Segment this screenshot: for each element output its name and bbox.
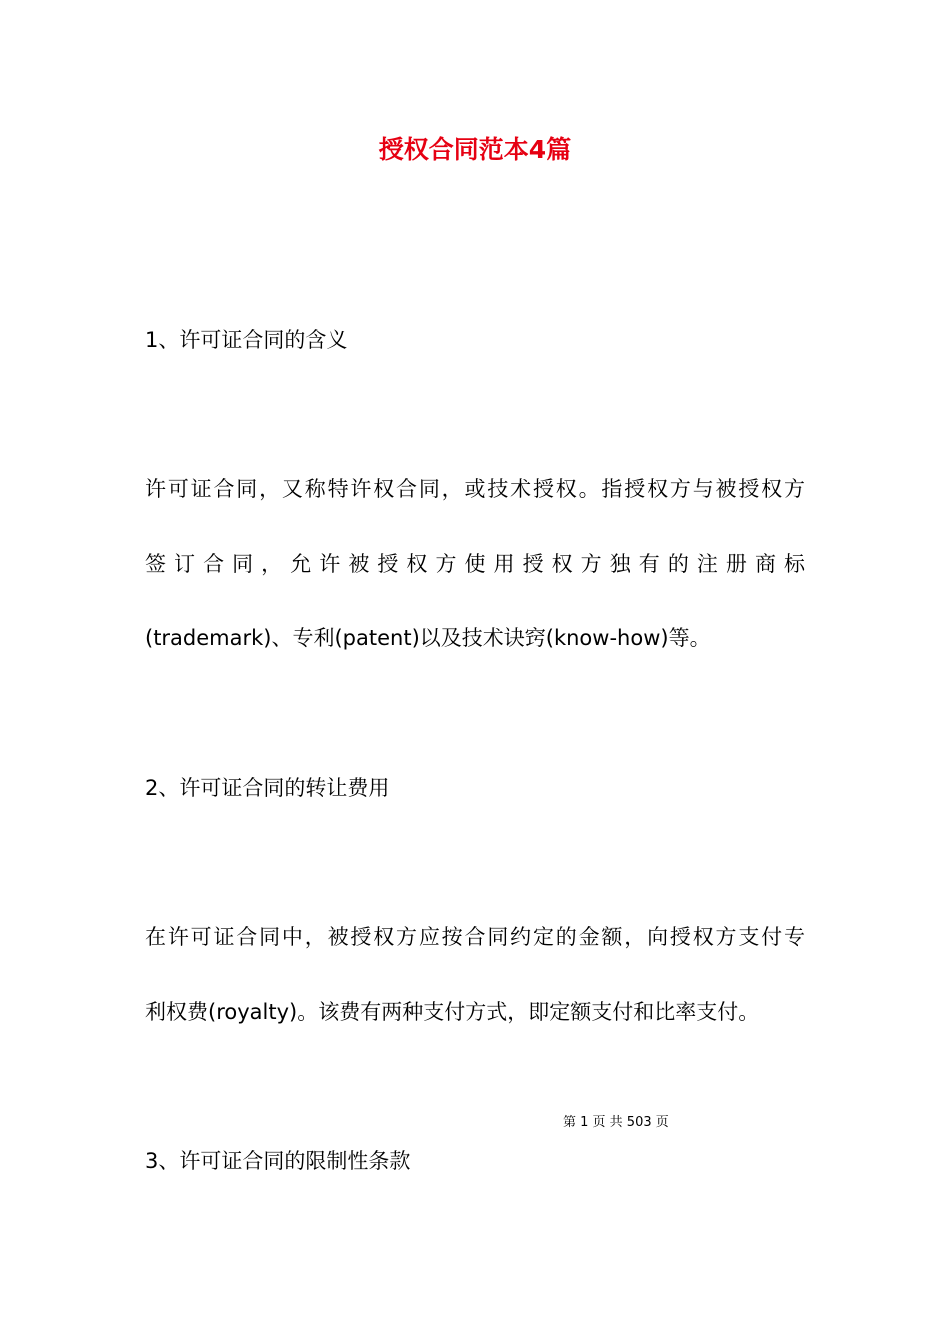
page-footer: 第 1 页 共 503 页: [563, 1115, 669, 1130]
paragraph-1-line-3: (trademark)、专利(patent)以及技术诀窍(know-how)等。: [145, 626, 711, 650]
paragraph-1-line-2: 签订合同，允许被授权方使用授权方独有的注册商标: [145, 552, 805, 576]
paragraph-1-line-1: 许可证合同，又称特许权合同，或技术授权。指授权方与被授权方: [145, 477, 805, 501]
section-heading-2: 2、许可证合同的转让费用: [145, 776, 390, 800]
section-heading-1: 1、许可证合同的含义: [145, 328, 348, 352]
section-heading-3: 3、许可证合同的限制性条款: [145, 1149, 411, 1173]
paragraph-2-line-1: 在许可证合同中，被授权方应按合同约定的金额，向授权方支付专: [145, 925, 805, 949]
paragraph-2-line-2: 利权费(royalty)。该费有两种支付方式，即定额支付和比率支付。: [145, 1000, 760, 1024]
document-title: 授权合同范本4篇: [378, 135, 572, 164]
